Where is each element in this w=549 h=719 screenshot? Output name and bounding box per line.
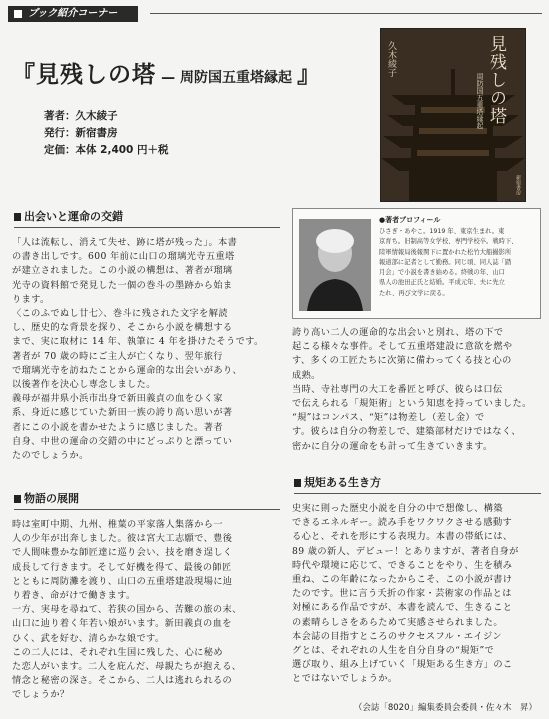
para-line: グとは、それぞれの人生を自分自身の“規矩”で	[292, 645, 495, 657]
para-line: 当時、寺社専門の大工を番匠と呼び、彼らは口伝	[292, 383, 503, 395]
para-line: 誇り高い二人の運命的な出会いと別れ、塔の下で	[292, 327, 504, 338]
profile-text	[379, 227, 535, 299]
para-line: “規”はコンパス、“矩”は物差し（差し金）で	[292, 412, 485, 424]
book-title-close: 』	[297, 62, 322, 88]
para-line: 者にこの小説を書かせたように感じました。著者	[12, 421, 223, 433]
para-line: 起こる様々な事件。そして五重塔建設に意欲を燃や	[292, 341, 513, 353]
profile-line: 県人の池田正氏と結婚。平成元年、夫に先立	[379, 279, 505, 287]
para-line: できるエネルギー。読み手をワクワクさせる感動す	[292, 517, 513, 529]
para-line: る心と、それを形にする表現力。本書の帯紙には、	[292, 531, 513, 543]
profile-line: 京育ち。旧制高等女学校、専門学校卒。戦時下、	[379, 238, 518, 246]
para-line: 山口に辿り着く年若い娘がいます。新田義貞の血を	[12, 618, 232, 630]
para-line: 時代や環境に応じて、できることをやり、生を積み	[292, 559, 513, 571]
para-line: し、歴史的な背景を探り、そこから小説を構想する	[12, 322, 233, 334]
section-rule	[294, 493, 541, 494]
section-rule	[14, 227, 280, 228]
cover-author: 久木綾子	[386, 41, 396, 77]
para-line: 著者が 70 歳の時にご主人が亡くなり、翌年旅行	[12, 350, 223, 362]
profile-line: 報道部に記者として勤務。同じ頃、同人誌「踏	[379, 258, 512, 266]
section-heading-development: 物語の展開	[14, 492, 79, 506]
author-portrait	[299, 219, 371, 311]
book-subtitle: — 周防国五重塔縁起	[161, 70, 292, 86]
para-line: たのでしょうか。	[12, 450, 89, 462]
reviewer-signature: （会誌「8020」編集委員会委員・佐々木 昇）	[353, 703, 537, 713]
profile-heading: ●著者プロフィール	[379, 216, 441, 224]
encounter-body	[12, 236, 282, 463]
para-line: とともに周防灘を渡り、山口の五重塔建設現場に辿	[12, 575, 233, 587]
book-price: 定価：本体 2,400 円＋税	[44, 144, 169, 156]
para-line: で瑠璃光寺を訪ねたことから運命的な出会いがあり、	[12, 364, 243, 376]
profile-line: 陸軍情報局後報関下に置かれた松竹大船撮影所	[379, 248, 512, 256]
para-line: 自身、中世の運命の交錯の中にどっぷりと漂ってい	[12, 435, 233, 447]
para-line: 対極にある作品ですが、本書を読んで、生きること	[292, 602, 513, 614]
para-line: の素晴らしさをあらためて実感させられました。	[292, 616, 503, 628]
para-line: 89 歳の新人、デビュー！とありますが、著者自身が	[292, 545, 519, 557]
para-line: とではないでしょうか。	[292, 673, 398, 685]
right-top-body	[292, 326, 542, 454]
para-line: た恋人がいます。二人を庇んだ、母親たちが抱える、	[12, 661, 242, 673]
para-line: 「人は流転し、消えて失せ、跡に塔が残った」。本書	[12, 237, 238, 248]
author-photo	[299, 219, 371, 311]
cover-subtitle: 周防国五重塔縁起	[476, 73, 484, 129]
book-title: 『見残しの塔	[12, 62, 156, 88]
orderly-body	[292, 502, 542, 687]
book-title-block	[12, 56, 367, 89]
para-line: 成熟。	[292, 369, 321, 381]
para-line: 以後著作を決心し専念しました。	[12, 379, 156, 391]
cover-publisher: 新宿書房	[515, 175, 521, 195]
para-line: 史実に則った歴史小説を自分の中で想像し、構築	[292, 503, 503, 514]
para-line: 成長して行きます。そして好機を得て、最後の師匠	[12, 561, 232, 573]
para-line: 一方、実母を尋ねて、若狭の国から、苦難の旅の末、	[12, 604, 242, 616]
para-line: で人間味豊かな師匠達に巡り会い、技を磨き逞しく	[12, 547, 233, 559]
para-line: 重ね、この年齢になったからこそ、この小説が書け	[292, 574, 513, 586]
para-line: 選び取り、組み上げていく「規矩ある生き方」のこ	[292, 659, 513, 671]
para-line: 系、身近に感じていた新田一族の誇り高い思いが著	[12, 407, 233, 419]
para-line: まで、実に取材に 14 年、執筆に 4 年を掛けたそうです。	[12, 336, 264, 348]
para-line: の書き出しです。600 年前に山口の瑠璃光寺五重塔	[12, 251, 235, 263]
book-cover-image	[380, 28, 526, 202]
para-line: 義母が福井県小浜市出身で新田義貞の血をひく家	[12, 393, 223, 405]
para-line: 時は室町中期、九州、椎葉の平家落人集落から一	[12, 519, 223, 530]
para-line: ります。	[12, 293, 50, 305]
section-rule	[14, 509, 280, 510]
para-line: 光寺の資料館で発見した一個の巻斗の墨跡から始ま	[12, 279, 233, 291]
header-rule	[150, 13, 542, 14]
para-line: す、多くの工匠たちに次第に備わってくる技と心の	[292, 355, 512, 367]
para-line: たのです。世に言う夭折の作家・芸術家の作品とは	[292, 588, 512, 600]
para-line: でしょうか？	[12, 689, 70, 701]
section-heading-orderly-life: 規矩ある生き方	[294, 476, 381, 490]
book-publisher: 発行：新宿書房	[44, 127, 118, 139]
section-heading-encounter: 出会いと運命の交錯	[14, 210, 123, 224]
para-line: この二人には、それぞれ生国に残した、心に秘め	[12, 646, 223, 658]
cover-title: 見残しの塔	[486, 35, 506, 125]
development-body	[12, 518, 282, 703]
para-line: 人の少年が出奔しました。彼は宮大工志願で、豊後	[12, 533, 233, 545]
para-line: 〈このふでぬし廿七〉、巻斗に残された文字を解読	[12, 308, 228, 320]
para-line: 情念と秘密の深さ。そこから、二人は逃れられるの	[12, 675, 233, 687]
para-line: で伝えられる「規矩術」という知恵を持っていました。	[292, 398, 532, 410]
profile-line: たれ、再び文学に戻る。	[379, 289, 449, 297]
para-line: り着き、命がけで働きます。	[12, 590, 136, 602]
corner-label: ブック紹介コーナー	[8, 6, 138, 22]
profile-line: 月会」で小説を書き始める。終戦の年、山口	[379, 269, 505, 277]
para-line: す。彼らは自分の物差しで、建築部材だけではなく、	[292, 426, 521, 438]
para-line: が建立されました。この小説の構想は、著者が瑠璃	[12, 265, 233, 277]
book-author: 著者：久木綾子	[44, 110, 118, 122]
para-line: 密かに自分の運命をも計って生きていきます。	[292, 440, 493, 452]
para-line: 本会誌の目指すところのサクセスフル・エイジン	[292, 630, 502, 642]
author-profile-box	[292, 208, 541, 319]
profile-line: ひさぎ・あやこ。1919 年、東京生まれ。東	[379, 228, 505, 235]
para-line: ひく、武を好む、清らかな娘です。	[12, 632, 165, 644]
